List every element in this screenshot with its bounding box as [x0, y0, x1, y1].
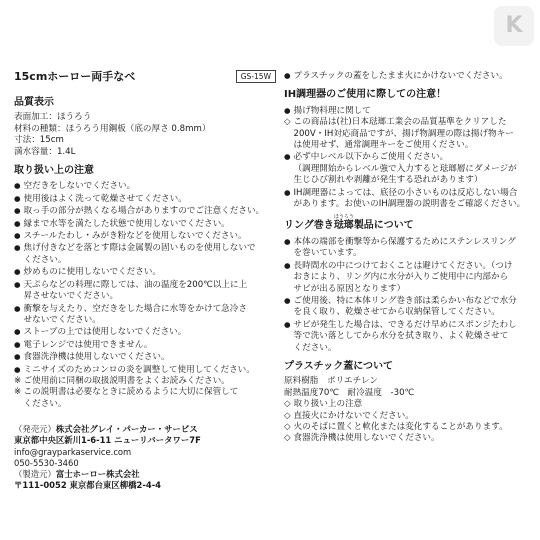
ring-item: ● サビが発生した場合は、できるだけ早めにスポンジたわし 等で洗い落としてから水分を拭き取り、よく乾燥させて ください。: [284, 319, 534, 354]
seller-email[interactable]: info@grayparkaservice.com: [14, 446, 132, 457]
quality-line: 満水容量：1.4L: [14, 146, 76, 157]
handling-list: [14, 180, 276, 410]
note-item: ※ この説明書は必要なときに読めるように大切に保管して ください。: [14, 387, 276, 410]
caution-item: ● 衝撃を与えたり、空だきをした場合に水等をかけて急冷さ せないでください。: [14, 303, 276, 327]
quality-line: 材料の種類：ほうろう用鋼板（底の厚さ 0.8mm）: [14, 123, 211, 134]
lid-item: ◇ 直接火にかけないでください。: [284, 411, 534, 422]
quality-list: [14, 112, 276, 158]
seller-name: 株式会社グレイ・パーカー・サービス: [55, 424, 198, 435]
ih-list: [284, 105, 534, 211]
ih-heading: IH調理器のご使用に際しての注意！: [284, 89, 447, 101]
caution-item: ● 炒めものに使用しないでください。: [14, 266, 276, 278]
caution-item: ● 食器洗浄機は使用しないでください。: [14, 351, 276, 363]
ih-item: ● 揚げ物料理に関して: [284, 105, 534, 117]
maker-line: [14, 469, 276, 480]
k-logo-icon[interactable]: K: [494, 6, 534, 46]
model-badge: GS-15W: [236, 70, 276, 83]
lid-heat: 耐熱温度70℃ 耐冷温度 -30℃: [284, 387, 415, 398]
seller-address: 東京都中央区新川1-6-11 ニューリバータワー7F: [14, 435, 201, 446]
ih-item: ◇ この商品は(社)日本琺瑯工業会の品質基準をクリアした 200V・IH対応商品ですが、揚げ物調理の際は揚げ物キー は使用せず、通常調理キーをご使用ください。: [284, 117, 534, 151]
ring-item: ● 本体の端部を衝撃等から保護するためにステンレスリング を巻いています。: [284, 236, 534, 260]
ih-item: （調理開始からレベル強で入力すると琺瑯層にダメージが 生じひび割れや剥離が発生する恐れがあります）: [293, 163, 517, 186]
ring-heading: リング巻き ほうろう 琺瑯製品について: [284, 214, 414, 232]
caution-item: ● 焦げ付きなどを落とす際は金属製の固いものを使用しないで ください。: [14, 242, 276, 266]
lid-fire-caution: ● プラスチックの蓋をしたまま火にかけないでください。: [284, 70, 534, 82]
caution-item: ● 電子レンジでは使用できません。: [14, 339, 276, 351]
company-info: [14, 424, 276, 491]
lid-item: ◇ 食器洗浄機は使用しないでください。: [284, 433, 534, 444]
caution-item: ● 使用後はよく洗って乾燥させてください。: [14, 193, 276, 205]
caution-item: ● 縁まで水等を満たした状態で使用しないでください。: [14, 218, 276, 230]
quality-heading: 品質表示: [14, 97, 54, 108]
ring-item: ● 長時間水の中につけておくことは避けてください。（つけ おきにより、リング内に水分が入りご使用中に内部から サビが出る原因となります）: [284, 260, 534, 295]
handling-heading: 取り扱い上の注意: [14, 165, 94, 177]
caution-item: ● 天ぷらなどの料理に際しては、油の温度を200℃以上に上 昇させないでください。: [14, 279, 276, 303]
lid-heading: プラスチック蓋について: [284, 360, 393, 372]
caution-item: ● ミニサイズのためコンロの炎を調整して使用してください。: [14, 364, 276, 376]
maker-role: （製造元）: [14, 468, 56, 479]
ruby-reading: ほうろう: [333, 214, 354, 221]
lid-section: [284, 376, 534, 444]
ruby-word: ほうろう 琺瑯: [333, 214, 354, 232]
ring-item: ● ご使用後、特に本体リング巻き部は柔らかい布などで水分 を良く取り、乾燥させてから収納保管してください。: [284, 295, 534, 319]
ih-item: ● 必ず中レベル以下からご使用ください。: [284, 151, 534, 163]
caution-item: ● スチールたわし・みがき粉などを使用しないでください。: [14, 230, 276, 242]
right-column: [284, 70, 534, 445]
maker-address: 〒111-0052 東京都台東区柳橋2-4-4: [14, 480, 161, 491]
ih-item: ● IH調理器によっては、底径の小さいものは反応しない場合 があります。お使いのIH調理器の説明書をご確認ください。: [284, 187, 534, 211]
quality-line: 表面加工：ほうろう: [14, 112, 92, 123]
ring-list: [284, 236, 534, 354]
title-row: [14, 70, 276, 83]
lid-item: ◇ 火のそばに置くと軟化または変化することがあります。: [284, 422, 534, 433]
maker-name: 富士ホーロー株式会社: [55, 468, 140, 479]
note-item: ※ ご使用前に同梱の取扱説明書をよくお読みください。: [14, 376, 276, 387]
caution-item: ● 取っ手の部分が熱くなる場合がありますのでご注意ください。: [14, 205, 276, 217]
quality-line: 寸法：15cm: [14, 135, 64, 146]
seller-line: [14, 424, 276, 435]
seller-role: （発売元）: [14, 424, 56, 435]
caution-item: ● ストーブの上では使用しないでください。: [14, 326, 276, 338]
lid-material: 原料樹脂 ポリエチレン: [284, 376, 378, 387]
lid-caution-heading: ◇ 取り扱い上の注意: [284, 399, 534, 410]
left-column: [14, 70, 276, 491]
seller-phone: 050-5530-3460: [14, 457, 79, 468]
caution-item: ● 空だきをしないでください。: [14, 180, 276, 192]
product-title: 15cmホーロー両手なべ: [14, 69, 136, 83]
